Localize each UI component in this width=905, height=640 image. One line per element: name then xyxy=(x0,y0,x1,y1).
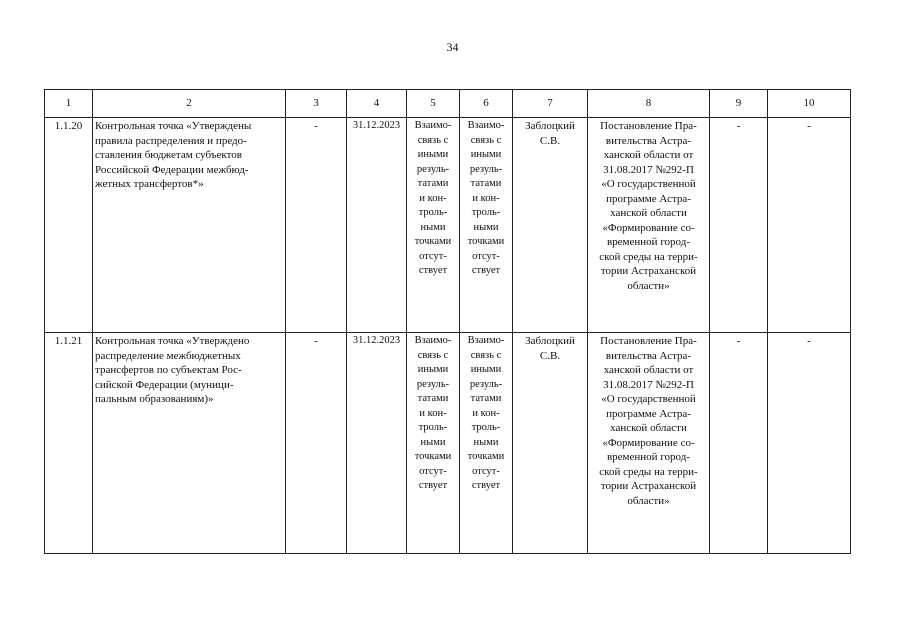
text-line: С.В. xyxy=(539,134,561,147)
text-line: отсут- xyxy=(472,250,500,262)
text-line: временной город- xyxy=(606,451,690,463)
row-number: 1.1.21 xyxy=(45,333,93,554)
relation-cell-5 xyxy=(407,333,460,554)
table-header-row xyxy=(45,90,851,118)
row-number: 1.1.20 xyxy=(45,118,93,333)
column-header: 6 xyxy=(460,90,513,118)
column-header: 4 xyxy=(347,90,407,118)
text-line: ханской области от xyxy=(603,364,694,376)
responsible-person xyxy=(513,118,588,333)
text-line: точками xyxy=(414,236,452,247)
control-point-name xyxy=(93,333,286,554)
text-line: троль- xyxy=(418,207,448,218)
text-line: связь с xyxy=(417,134,449,146)
text-line: Взаимо- xyxy=(467,335,505,346)
table-row xyxy=(45,118,851,333)
column-header: 8 xyxy=(588,90,710,118)
text-line: татами xyxy=(470,178,502,189)
text-line: резуль- xyxy=(469,378,503,390)
text-line: Заблоцкий xyxy=(525,335,575,347)
text-line: распределение межбюджетных xyxy=(95,349,241,362)
cell-col10: - xyxy=(768,118,851,333)
text-line: ствует xyxy=(471,265,501,276)
text-line: Контрольная точка «Утверждены xyxy=(95,120,252,132)
text-line: татами xyxy=(470,393,502,404)
text-line: программе Астра- xyxy=(606,407,691,420)
text-line: С.В. xyxy=(539,349,561,362)
document-table xyxy=(44,89,851,554)
text-line: иными xyxy=(417,364,449,375)
text-line: троль- xyxy=(471,422,501,433)
text-line: ской среды на терри- xyxy=(599,465,698,478)
text-line: «О государственной xyxy=(601,393,696,405)
text-line: Контрольная точка «Утверждено xyxy=(95,335,250,347)
text-line: отсут- xyxy=(419,250,447,262)
text-line: пальным образованиям)» xyxy=(95,393,214,405)
text-line: связь с xyxy=(470,134,502,146)
column-header: 3 xyxy=(286,90,347,118)
text-line: «Формирование со- xyxy=(602,436,695,449)
text-line: ханской области xyxy=(610,422,687,434)
cell-col10: - xyxy=(768,333,851,554)
deadline-date: 31.12.2023 xyxy=(347,333,407,554)
cell-col9: - xyxy=(710,333,768,554)
relation-cell-5 xyxy=(407,118,460,333)
relation-cell-6 xyxy=(460,118,513,333)
text-line: иными xyxy=(470,149,502,160)
cell-col3: - xyxy=(286,333,347,554)
text-line: Российской Федерации межбюд- xyxy=(95,163,249,176)
text-line: точками xyxy=(467,236,505,247)
text-line: ствует xyxy=(418,265,448,276)
responsible-person xyxy=(513,333,588,554)
text-line: и кон- xyxy=(419,407,447,419)
text-line: точками xyxy=(414,451,452,462)
text-line: и кон- xyxy=(472,192,500,204)
relation-cell-6 xyxy=(460,333,513,554)
column-header: 1 xyxy=(45,90,93,118)
text-line: иными xyxy=(470,364,502,375)
text-line: татами xyxy=(417,393,449,404)
page-number: 34 xyxy=(446,40,459,54)
text-line: «Формирование со- xyxy=(602,221,695,234)
text-line: связь с xyxy=(470,349,502,361)
text-line: и кон- xyxy=(419,192,447,204)
legal-basis xyxy=(588,333,710,554)
column-header: 9 xyxy=(710,90,768,118)
text-line: и кон- xyxy=(472,407,500,419)
text-line: тории Астраханской xyxy=(600,480,697,492)
text-line: области» xyxy=(627,279,670,292)
text-line: сийской Федерации (муници- xyxy=(95,378,234,391)
column-header: 10 xyxy=(768,90,851,118)
text-line: 31.08.2017 №292-П xyxy=(603,163,694,176)
text-line: программе Астра- xyxy=(606,192,691,205)
cell-col3: - xyxy=(286,118,347,333)
column-header: 2 xyxy=(93,90,286,118)
text-line: ханской области xyxy=(610,207,687,219)
text-line: Взаимо- xyxy=(467,120,505,131)
deadline-date: 31.12.2023 xyxy=(347,118,407,333)
text-line: иными xyxy=(417,149,449,160)
text-line: резуль- xyxy=(416,163,450,175)
text-line: отсут- xyxy=(419,465,447,477)
text-line: Взаимо- xyxy=(414,120,452,131)
text-line: временной город- xyxy=(606,236,690,248)
text-line: вительства Астра- xyxy=(605,134,692,147)
text-line: 31.08.2017 №292-П xyxy=(603,378,694,391)
text-line: «О государственной xyxy=(601,178,696,190)
text-line: ными xyxy=(473,436,499,448)
table-row xyxy=(45,333,851,554)
text-line: жетных трансфертов*» xyxy=(95,178,204,190)
text-line: ской среды на терри- xyxy=(599,250,698,263)
text-line: трансфертов по субъектам Рос- xyxy=(95,364,242,376)
text-line: отсут- xyxy=(472,465,500,477)
text-line: троль- xyxy=(418,422,448,433)
text-line: тории Астраханской xyxy=(600,265,697,277)
text-line: ными xyxy=(420,436,446,448)
text-line: Постановление Пра- xyxy=(600,120,697,132)
cell-col9: - xyxy=(710,118,768,333)
legal-basis xyxy=(588,118,710,333)
text-line: правила распределения и предо- xyxy=(95,134,247,147)
text-line: связь с xyxy=(417,349,449,361)
text-line: Заблоцкий xyxy=(525,120,575,132)
text-line: ными xyxy=(420,221,446,233)
text-line: татами xyxy=(417,178,449,189)
text-line: троль- xyxy=(471,207,501,218)
text-line: ханской области от xyxy=(603,149,694,161)
text-line: вительства Астра- xyxy=(605,349,692,362)
column-header: 7 xyxy=(513,90,588,118)
control-point-name xyxy=(93,118,286,333)
text-line: точками xyxy=(467,451,505,462)
text-line: ставления бюджетам субъектов xyxy=(95,149,242,161)
column-header: 5 xyxy=(407,90,460,118)
text-line: области» xyxy=(627,494,670,507)
text-line: резуль- xyxy=(469,163,503,175)
text-line: Взаимо- xyxy=(414,335,452,346)
text-line: ствует xyxy=(418,480,448,491)
text-line: ствует xyxy=(471,480,501,491)
text-line: ными xyxy=(473,221,499,233)
text-line: Постановление Пра- xyxy=(600,335,697,347)
text-line: резуль- xyxy=(416,378,450,390)
